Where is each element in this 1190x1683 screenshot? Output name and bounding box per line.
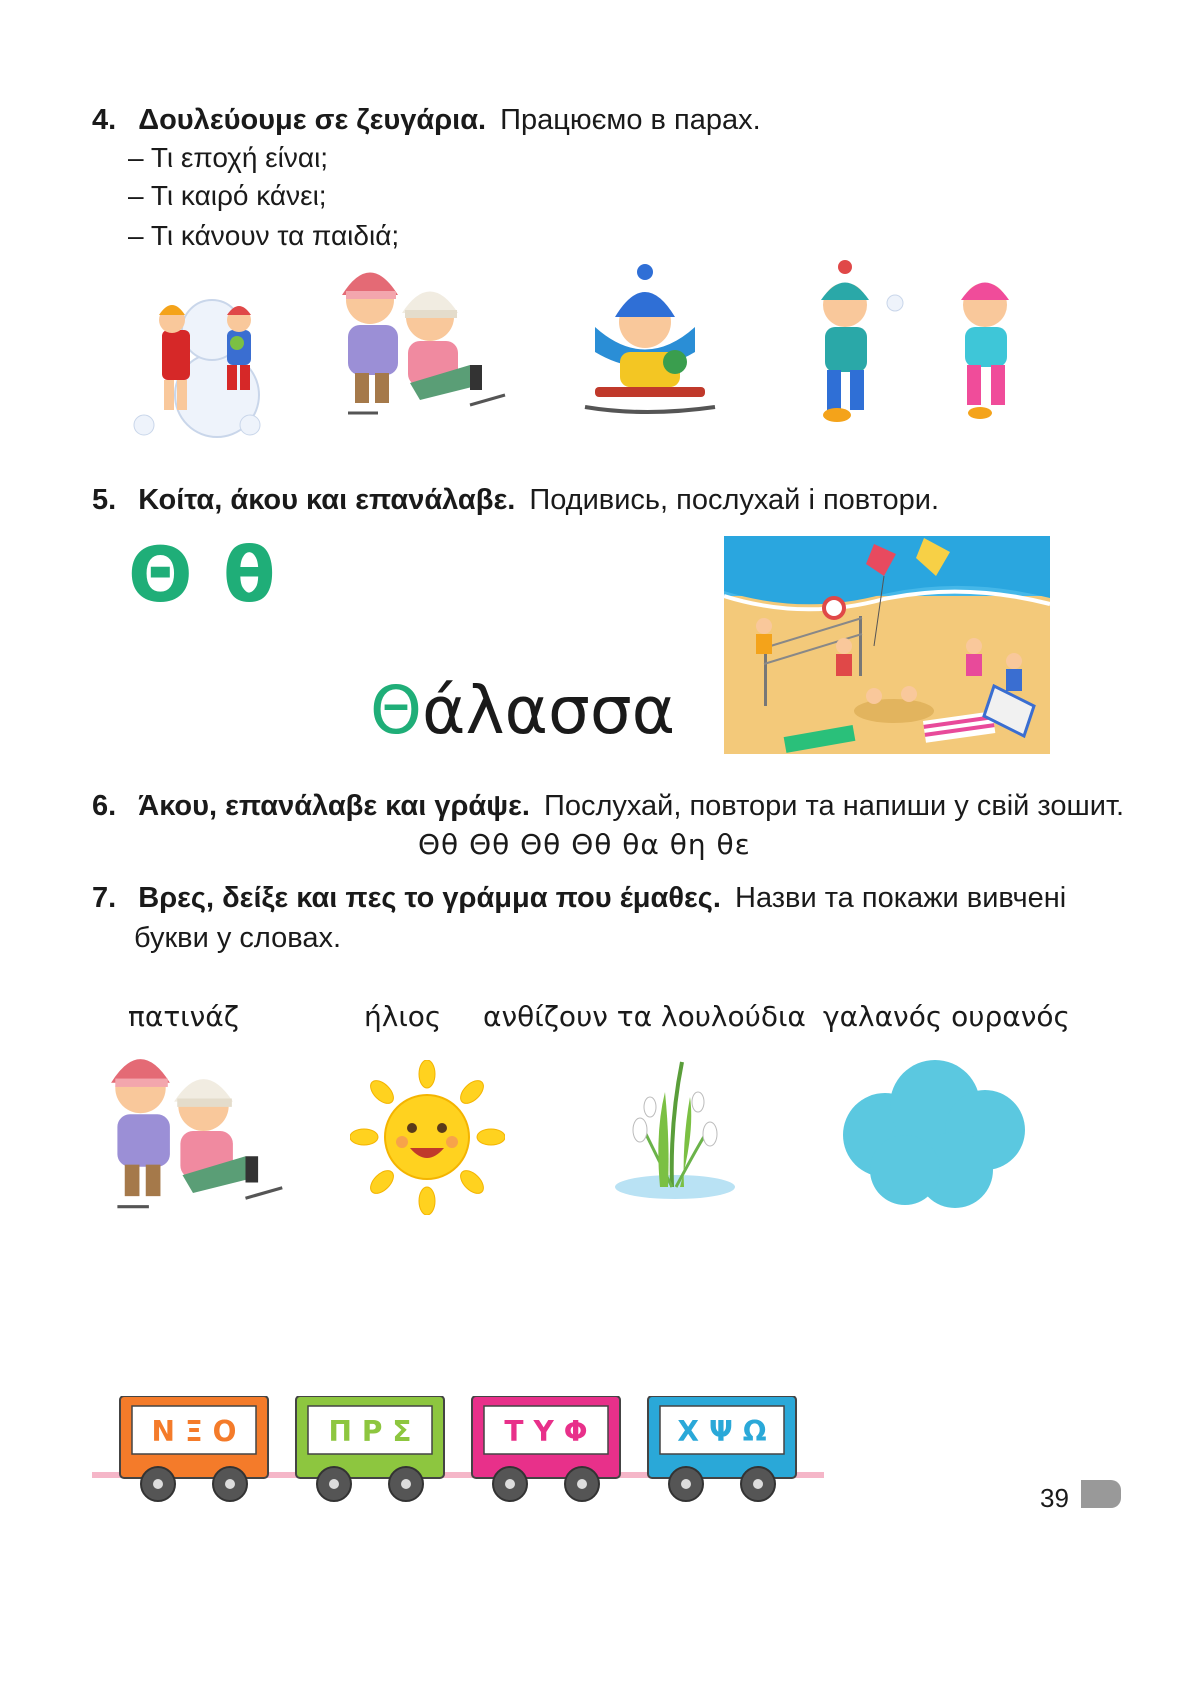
label-ilios: ήλιος: [364, 1000, 442, 1033]
sledging-boy-illustration: [575, 262, 725, 422]
wheel-hub: [681, 1479, 691, 1489]
ex4-question-3: – Τι κάνουν τα παιδιά;: [128, 220, 400, 251]
ex5-heading: [92, 484, 939, 517]
skating-children-illustration: [320, 255, 520, 425]
ex7-subtitle-line2: букви у словах.: [134, 922, 342, 954]
ex4-subtitle: Працюємо в парах.: [500, 104, 761, 136]
wagon-letters: ΝΞΟ: [151, 1415, 247, 1448]
ex6-number: 6.: [92, 790, 117, 822]
alphabet-train: [92, 1396, 824, 1506]
blue-cloud-illustration: [835, 1055, 1030, 1215]
snowman-children-illustration: [132, 275, 282, 445]
word-rest: άλασσα: [421, 672, 676, 749]
ex6-practice-letters: Θθ Θθ Θθ Θθ θα θη θε: [418, 828, 751, 861]
train-wagon-1: [120, 1396, 268, 1501]
page-tab-marker: [1081, 1480, 1121, 1508]
ex4-number: 4.: [92, 104, 117, 136]
wheel-hub: [401, 1479, 411, 1489]
letter-theta-pair: Θ θ: [128, 530, 278, 619]
word-first-letter: Θ: [370, 672, 422, 749]
train-wagon-4: [648, 1396, 796, 1501]
wheel-hub: [225, 1479, 235, 1489]
sun-illustration: [350, 1060, 505, 1215]
ex5-subtitle: Подивись, послухай і повтори.: [529, 484, 940, 516]
ex6-subtitle: Послухай, повтори та напиши у свій зошит.: [543, 790, 1125, 822]
page-number: 39: [1040, 1483, 1069, 1513]
ex5-title: Κοίτα, άκου και επανάλαβε.: [138, 484, 516, 516]
label-galanos-ouranos: γαλανός ουρανός: [823, 1000, 1070, 1033]
wheel-hub: [153, 1479, 163, 1489]
wheel-hub: [329, 1479, 339, 1489]
wagon-letters: ΠΡΣ: [328, 1415, 422, 1448]
ex5-number: 5.: [92, 484, 117, 516]
word-thalassa: [370, 672, 675, 749]
ex7-title: Βρες, δείξε και πες το γράμμα που έμαθες.: [138, 882, 721, 914]
wagon-letters: ΤΥΦ: [504, 1415, 598, 1448]
ex4-question-1: – Τι εποχή είναι;: [128, 142, 329, 173]
beach-illustration: [724, 536, 1050, 754]
snowball-fight-illustration: [795, 255, 1045, 435]
ex7-number: 7.: [92, 882, 117, 914]
train-wagon-3: [472, 1396, 620, 1501]
train-wagon-2: [296, 1396, 444, 1501]
wheel-hub: [505, 1479, 515, 1489]
ex7-heading: [92, 882, 1066, 915]
ex6-title: Άκου, επανάλαβε και γράψε.: [138, 790, 530, 822]
wheel-hub: [753, 1479, 763, 1489]
ex6-heading: [92, 790, 1124, 823]
label-patinaz: πατινάζ: [128, 1000, 239, 1033]
snowdrop-flower-illustration: [610, 1052, 740, 1202]
wheel-hub: [577, 1479, 587, 1489]
ex4-heading: [92, 104, 761, 137]
skating-children-small-illustration: [88, 1040, 298, 1220]
label-anthizoun: ανθίζουν τα λουλούδια: [483, 1000, 806, 1033]
ex7-subtitle: Назви та покажи вивчені: [735, 882, 1067, 914]
ex4-title: Δουλεύουμε σε ζευγάρια.: [138, 104, 487, 136]
ex4-question-2: – Τι καιρό κάνει;: [128, 180, 327, 211]
wagon-letters: ΧΨΩ: [677, 1415, 777, 1448]
